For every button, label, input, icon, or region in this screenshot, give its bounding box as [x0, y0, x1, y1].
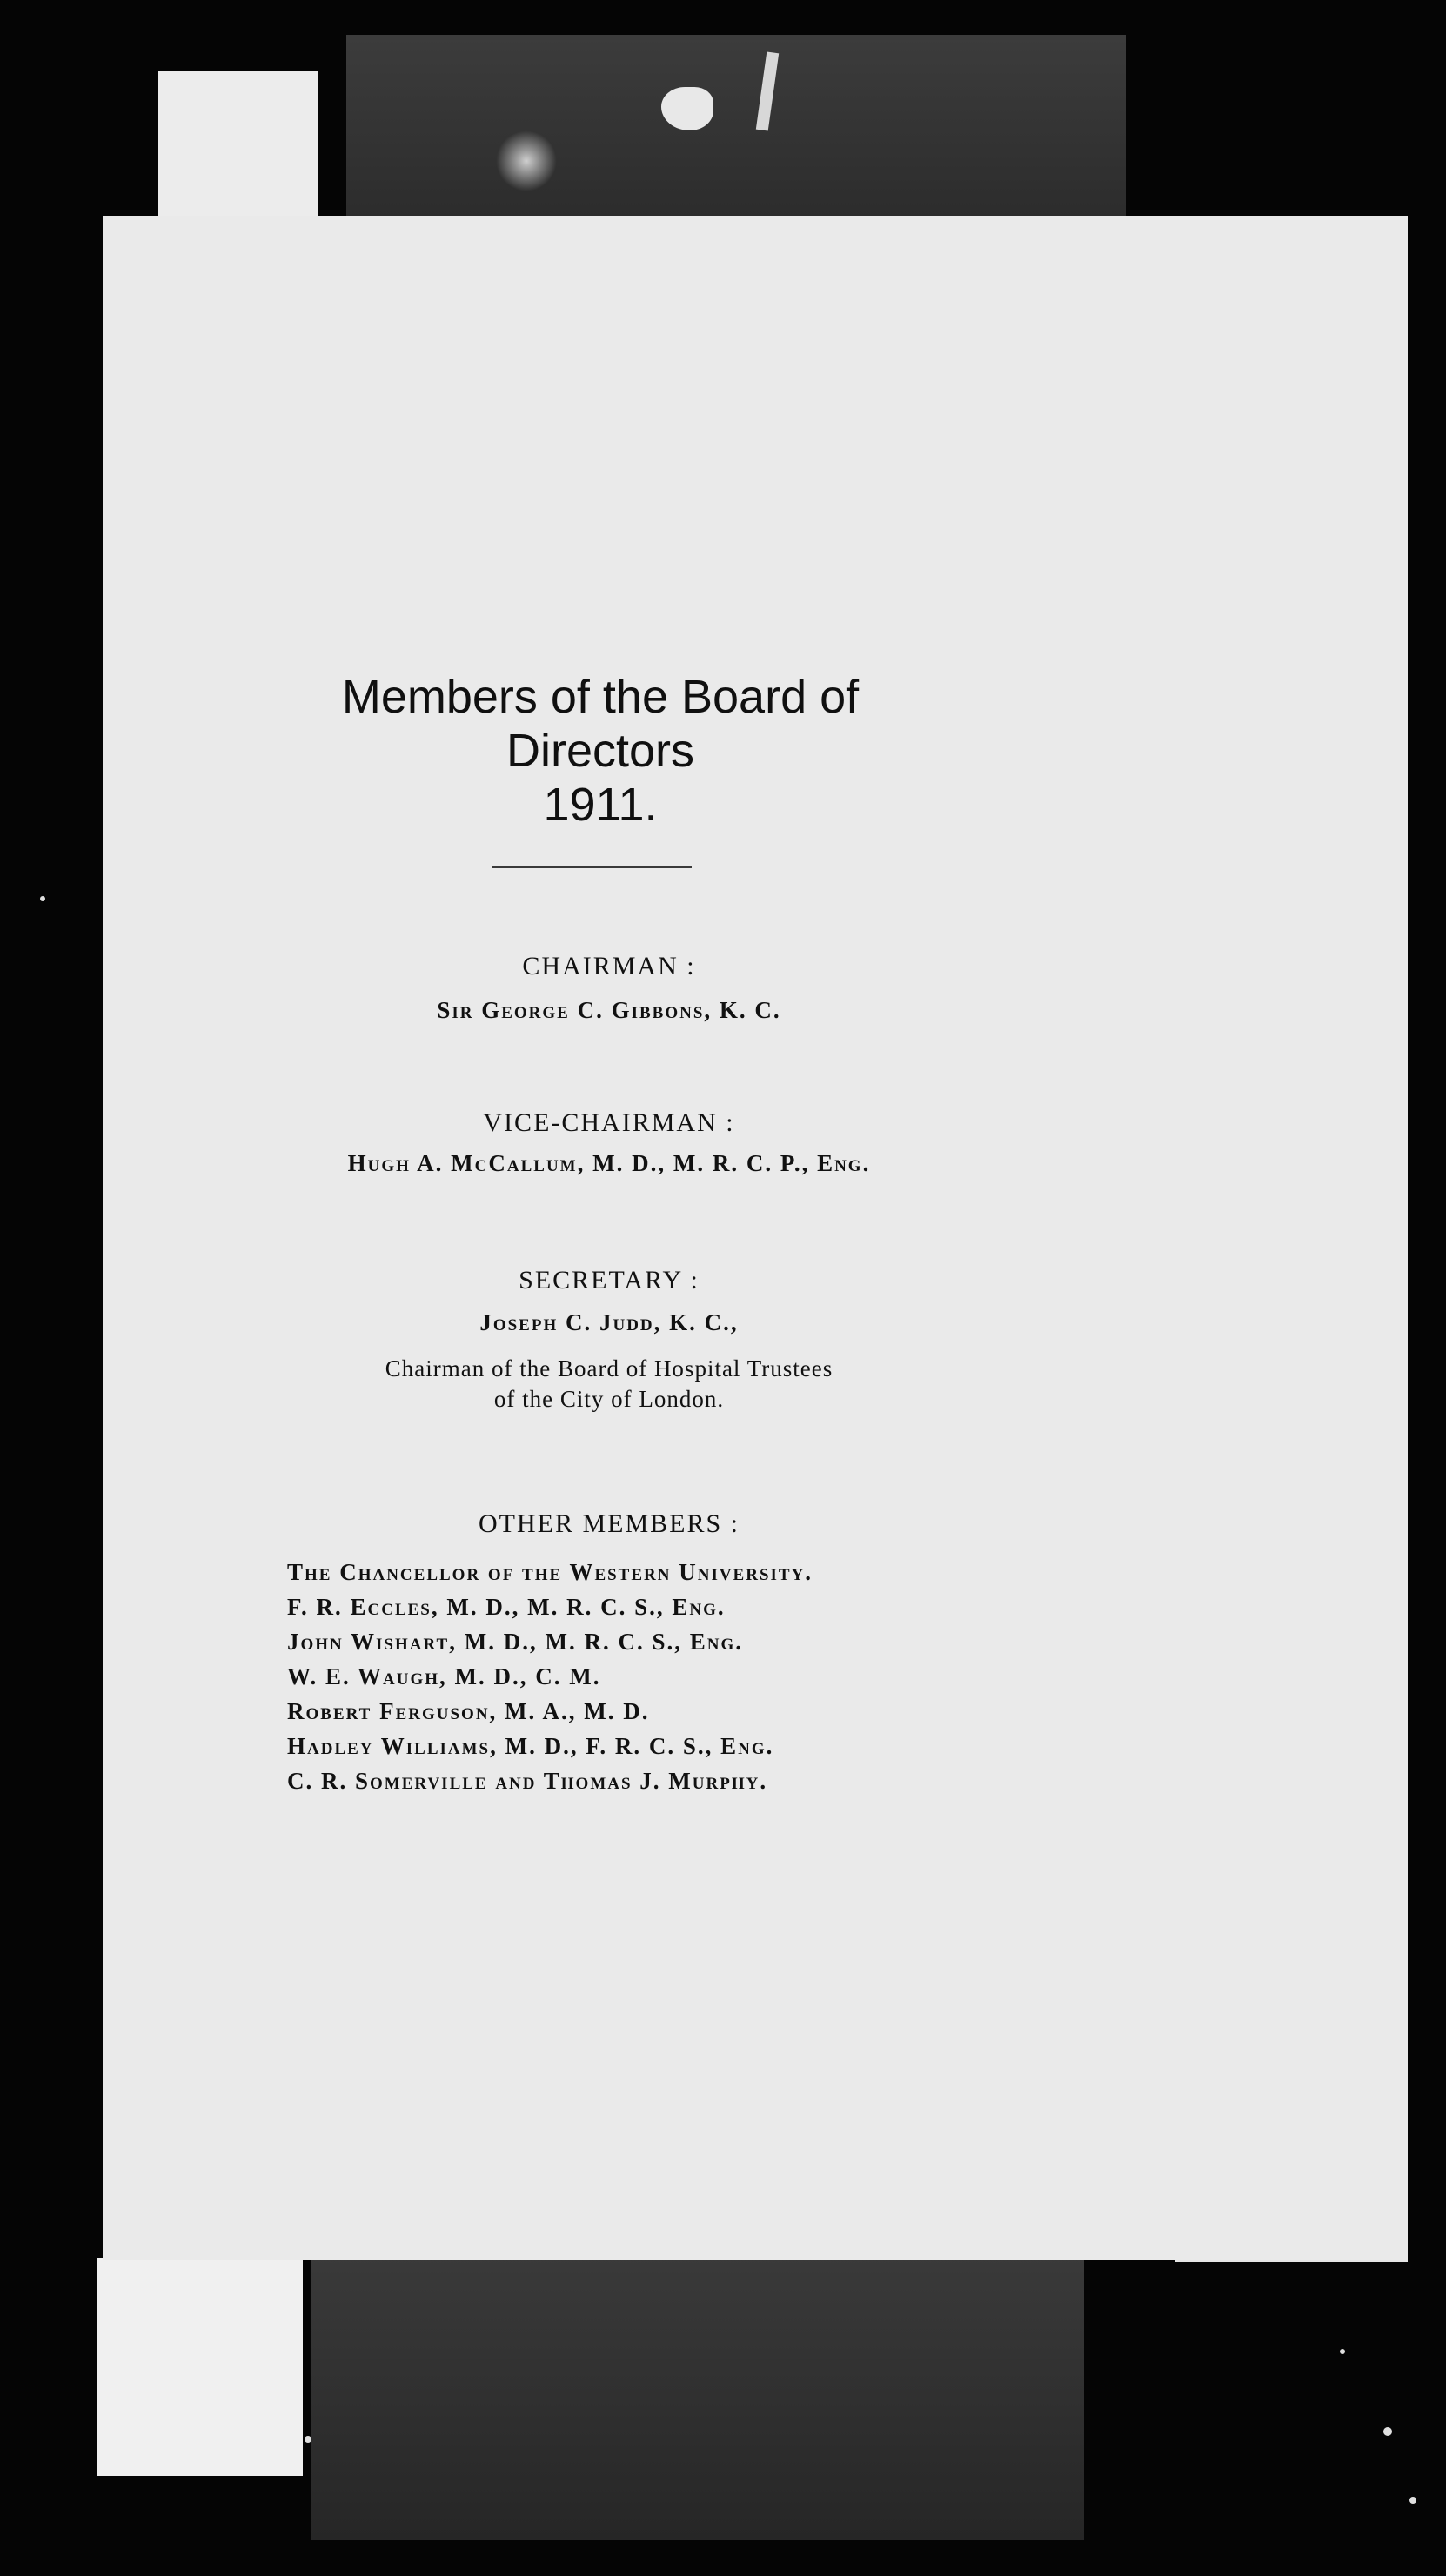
secretary-section — [174, 1266, 1044, 1413]
top-glare — [496, 130, 557, 191]
document-page — [103, 216, 1408, 2260]
dust-speck — [1409, 2497, 1416, 2504]
top-dark-strip — [346, 35, 1126, 244]
chairman-label: CHAIRMAN : — [522, 952, 696, 980]
member-row: Hadley Williams, M. D., F. R. C. S., Eng. — [287, 1733, 774, 1759]
title-line-2: 1911. — [543, 779, 658, 831]
secretary-label: SECRETARY : — [519, 1266, 700, 1295]
title-rule — [492, 866, 692, 868]
dust-speck — [40, 896, 45, 901]
dust-speck — [1383, 2427, 1392, 2436]
member-row: John Wishart, M. D., M. R. C. S., Eng. — [287, 1629, 743, 1655]
document-title — [244, 670, 957, 832]
bottom-dark-strip — [311, 2253, 1084, 2540]
member-row: Robert Ferguson, M. A., M. D. — [287, 1698, 650, 1724]
dust-speck — [305, 2436, 311, 2443]
bottom-paper-tab — [97, 2258, 303, 2476]
secretary-note-line-2: of the City of London. — [493, 1386, 725, 1412]
secretary-name: Joseph C. Judd, K. C., — [479, 1309, 739, 1335]
top-paper-tab — [158, 71, 318, 224]
vice-chairman-label: VICE-CHAIRMAN : — [483, 1108, 735, 1137]
vice-chairman-section — [174, 1108, 1044, 1177]
secretary-note-line-1: Chairman of the Board of Hospital Trustees — [385, 1355, 833, 1382]
member-row: W. E. Waugh, M. D., C. M. — [287, 1663, 601, 1689]
member-row: F. R. Eccles, M. D., M. R. C. S., Eng. — [287, 1594, 726, 1620]
other-members-label: OTHER MEMBERS : — [478, 1509, 740, 1538]
dust-speck — [1340, 2349, 1345, 2354]
vice-chairman-name: Hugh A. McCallum, M. D., M. R. C. P., Eng. — [347, 1150, 871, 1176]
other-members-section — [174, 1509, 1044, 1539]
member-row: C. R. Somerville and Thomas J. Murphy. — [287, 1768, 768, 1794]
other-members-list — [287, 1555, 1070, 1798]
chairman-section — [174, 952, 1044, 1024]
member-row: The Chancellor of the Western University. — [287, 1559, 813, 1585]
title-line-1: Members of the Board of Directors — [341, 671, 860, 777]
chairman-name: Sir George C. Gibbons, K. C. — [437, 997, 781, 1023]
